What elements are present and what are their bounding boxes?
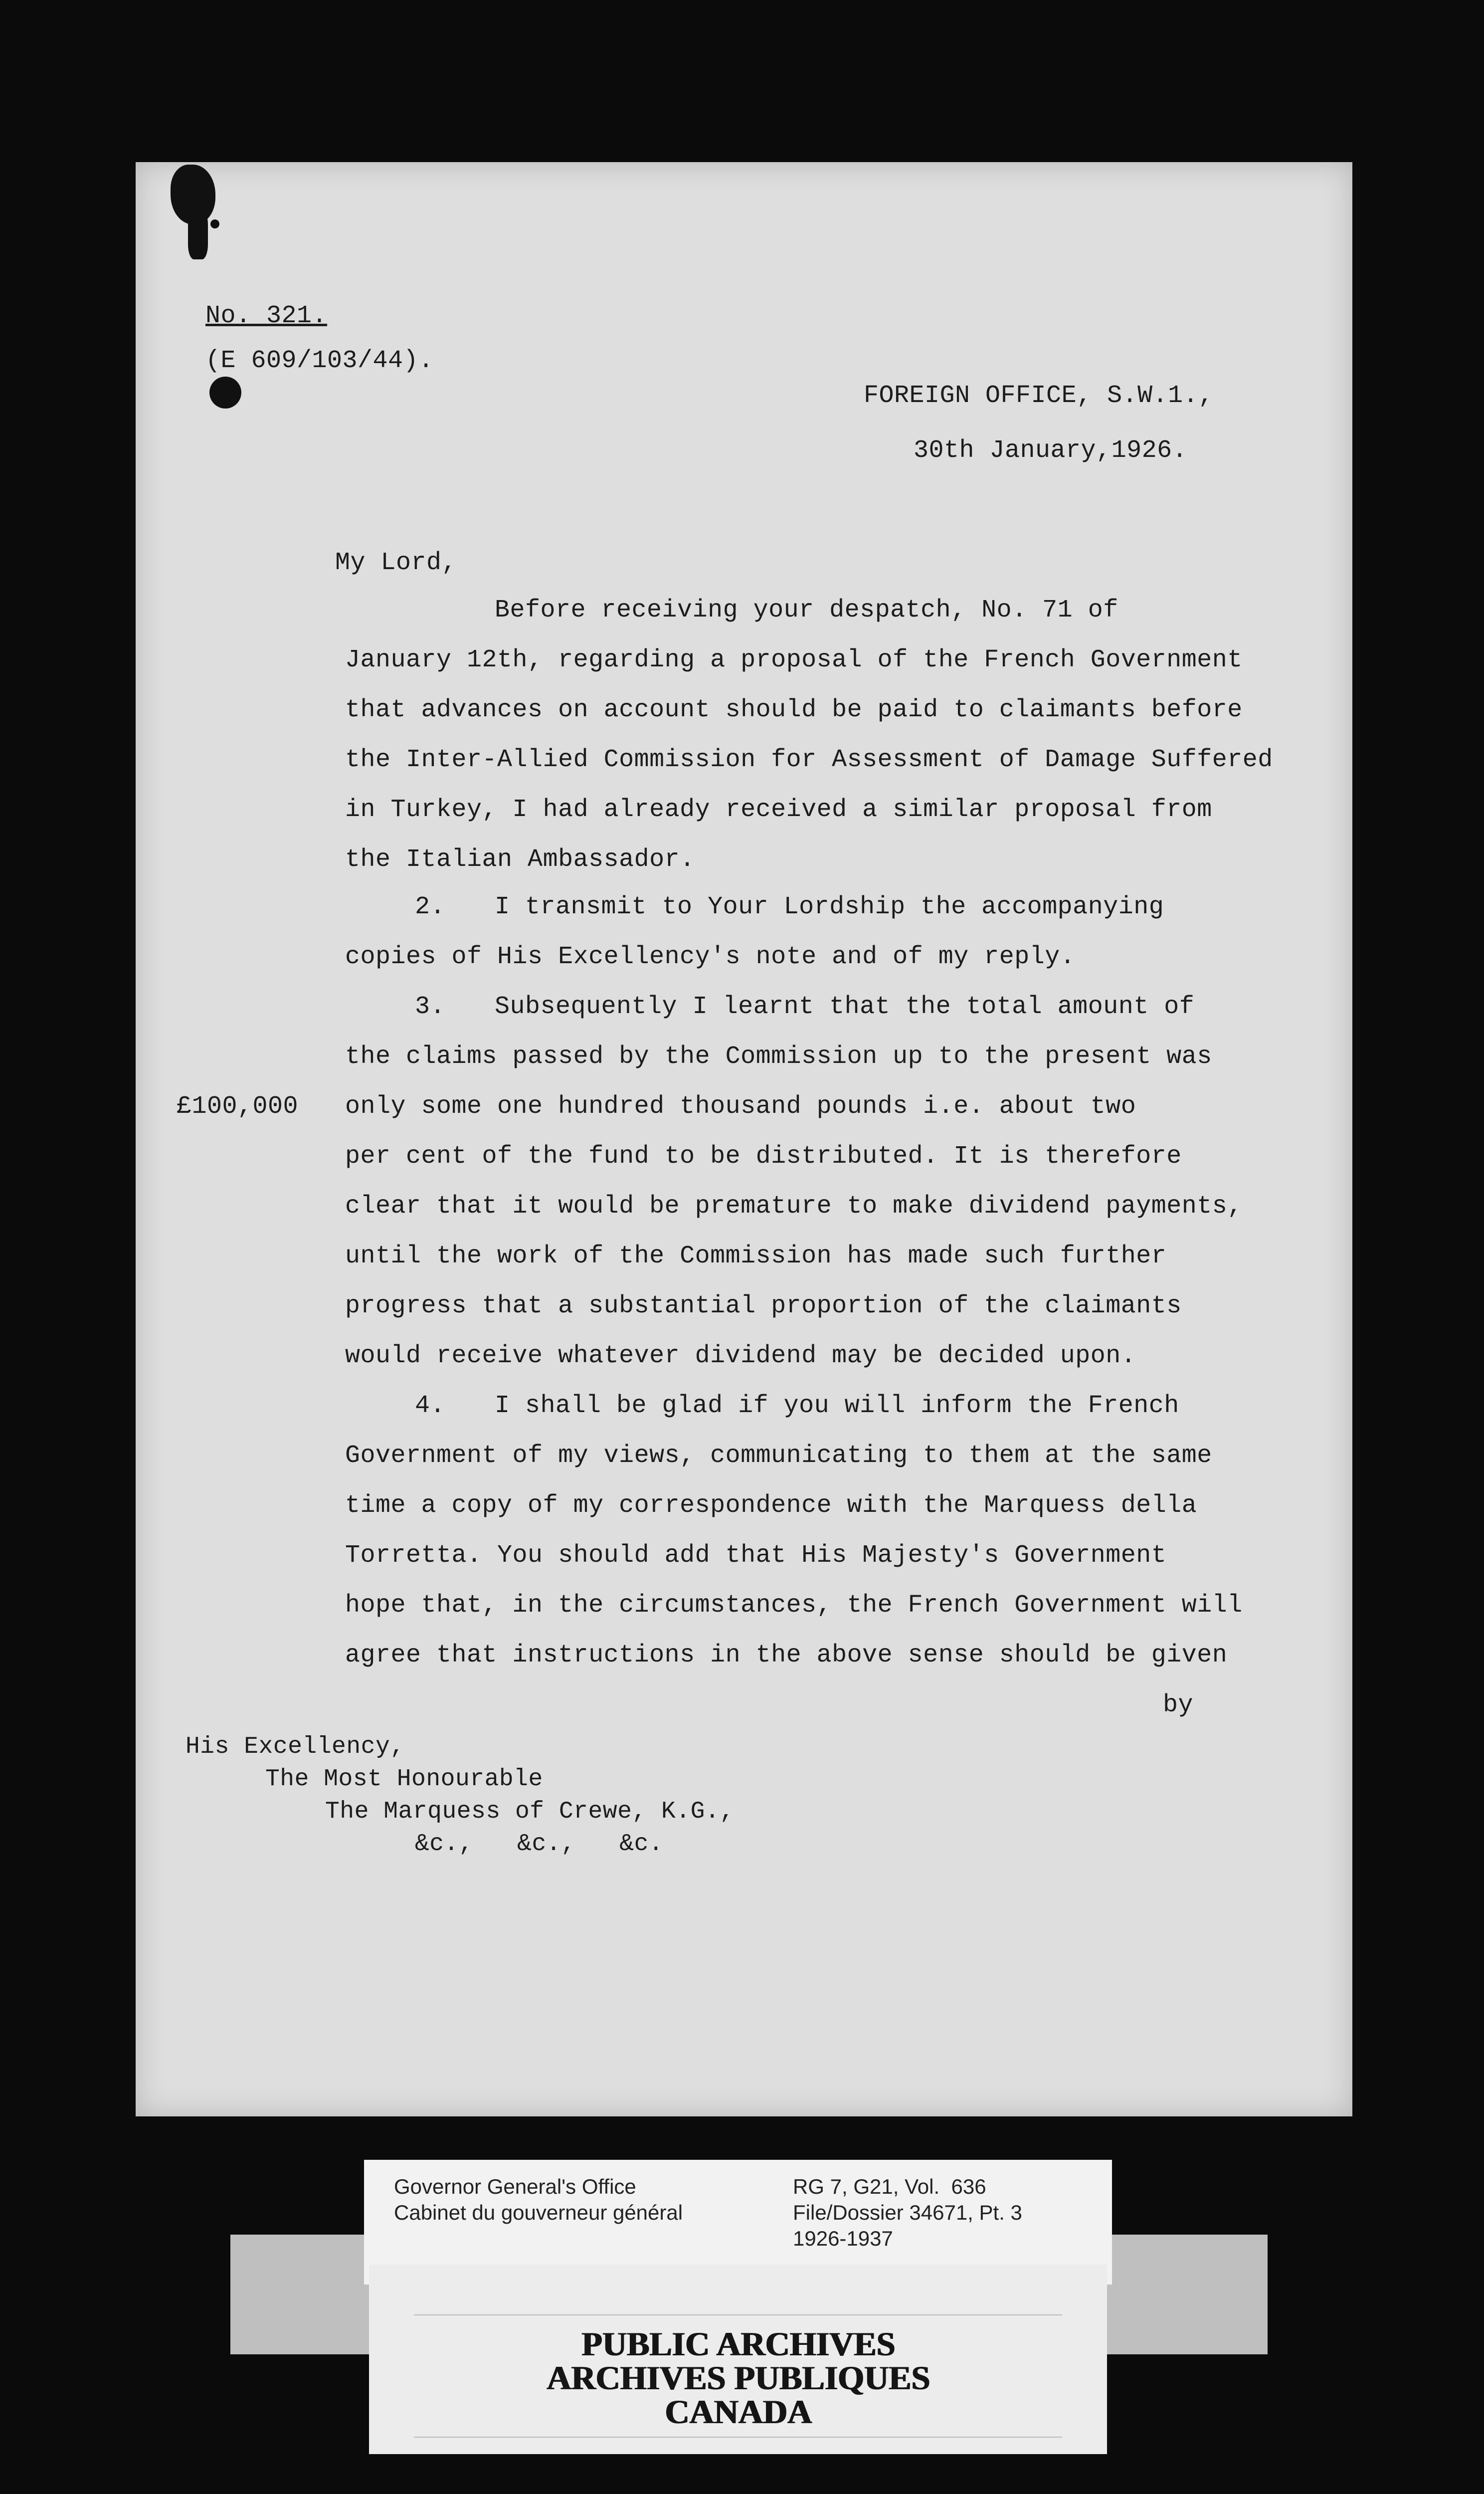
office-address: FOREIGN OFFICE, S.W.1.,	[864, 382, 1214, 410]
margin-note: £100,000	[177, 1092, 299, 1121]
paragraph-4-line-3: time a copy of my correspondence with the Marquess della	[345, 1491, 1197, 1520]
stamp-rule	[414, 2314, 1062, 2315]
office-name-fr: Cabinet du gouverneur général	[394, 2201, 683, 2224]
paragraph-4-line-1: I shall be glad if you will inform the French	[495, 1392, 1179, 1420]
paragraph-3-line-2: the claims passed by the Commission up to the present was	[345, 1042, 1212, 1071]
paragraph-1-line-3: that advances on account should be paid to claimants before	[345, 696, 1243, 724]
paragraph-1-line-4: the Inter-Allied Commission for Assessment of Damage Suffered	[345, 746, 1273, 774]
paragraph-3-line-6: until the work of the Commission has made such further	[345, 1242, 1167, 1270]
file-reference: (E 609/103/44).	[205, 347, 434, 375]
paragraph-1-line-2: January 12th, regarding a proposal of the French Government	[345, 646, 1243, 674]
addressee-line-2: The Most Honourable	[265, 1766, 543, 1793]
paragraph-4-line-2: Government of my views, communicating to them at the same	[345, 1442, 1212, 1470]
document-page	[136, 162, 1352, 2116]
record-group: RG 7, G21, Vol. 636	[793, 2175, 986, 2198]
salutation: My Lord,	[335, 549, 457, 577]
paragraph-3-line-5: clear that it would be premature to make dividend payments,	[345, 1192, 1243, 1221]
paragraph-3-line-7: progress that a substantial proportion of the claimants	[345, 1292, 1182, 1320]
paragraph-4-line-4: Torretta. You should add that His Majesty's Government	[345, 1541, 1167, 1570]
paragraph-3-line-4: per cent of the fund to be distributed. It is therefore	[345, 1142, 1182, 1171]
paragraph-4-number: 4.	[415, 1392, 446, 1420]
letter-date: 30th January,1926.	[914, 436, 1188, 465]
stamp-line-1: PUBLIC ARCHIVES	[581, 2325, 895, 2363]
paragraph-4-line-6: agree that instructions in the above sense should be given	[345, 1641, 1228, 1669]
paragraph-4-line-5: hope that, in the circumstances, the French Government will	[345, 1591, 1243, 1620]
file-number: File/Dossier 34671, Pt. 3	[793, 2201, 1022, 2224]
office-name-en: Governor General's Office	[394, 2175, 636, 2198]
paragraph-1-line-5: in Turkey, I had already received a similar proposal from	[345, 796, 1212, 824]
paragraph-1-line-1: Before receiving your despatch, No. 71 of	[495, 596, 1118, 624]
paragraph-3-line-8: would receive whatever dividend may be decided upon.	[345, 1342, 1136, 1370]
reference-number: No. 321.	[205, 302, 328, 330]
addressee-line-4: &c., &c., &c.	[415, 1831, 664, 1858]
ink-blot	[209, 377, 241, 409]
paragraph-2-line-2: copies of His Excellency's note and of my reply.	[345, 943, 1076, 971]
paragraph-1-line-6: the Italian Ambassador.	[345, 845, 695, 874]
stamp-rule	[414, 2437, 1062, 2438]
paragraph-3-number: 3.	[415, 993, 446, 1021]
stamp-line-2: ARCHIVES PUBLIQUES	[546, 2359, 930, 2397]
archive-stamp	[369, 2265, 1107, 2454]
addressee-line-1: His Excellency,	[186, 1733, 405, 1760]
paragraph-2-number: 2.	[415, 893, 446, 921]
paragraph-2-line-1: I transmit to Your Lordship the accompanying	[495, 893, 1164, 921]
paragraph-3-line-3: only some one hundred thousand pounds i.e. about two	[345, 1092, 1136, 1121]
ink-blot	[210, 219, 219, 228]
paragraph-3-line-1: Subsequently I learnt that the total amount of	[495, 993, 1195, 1021]
years: 1926-1937	[793, 2227, 893, 2250]
catchword: by	[1163, 1691, 1194, 1719]
addressee-line-3: The Marquess of Crewe, K.G.,	[325, 1798, 735, 1825]
stamp-line-3: CANADA	[664, 2393, 812, 2431]
ink-blot	[188, 209, 208, 259]
